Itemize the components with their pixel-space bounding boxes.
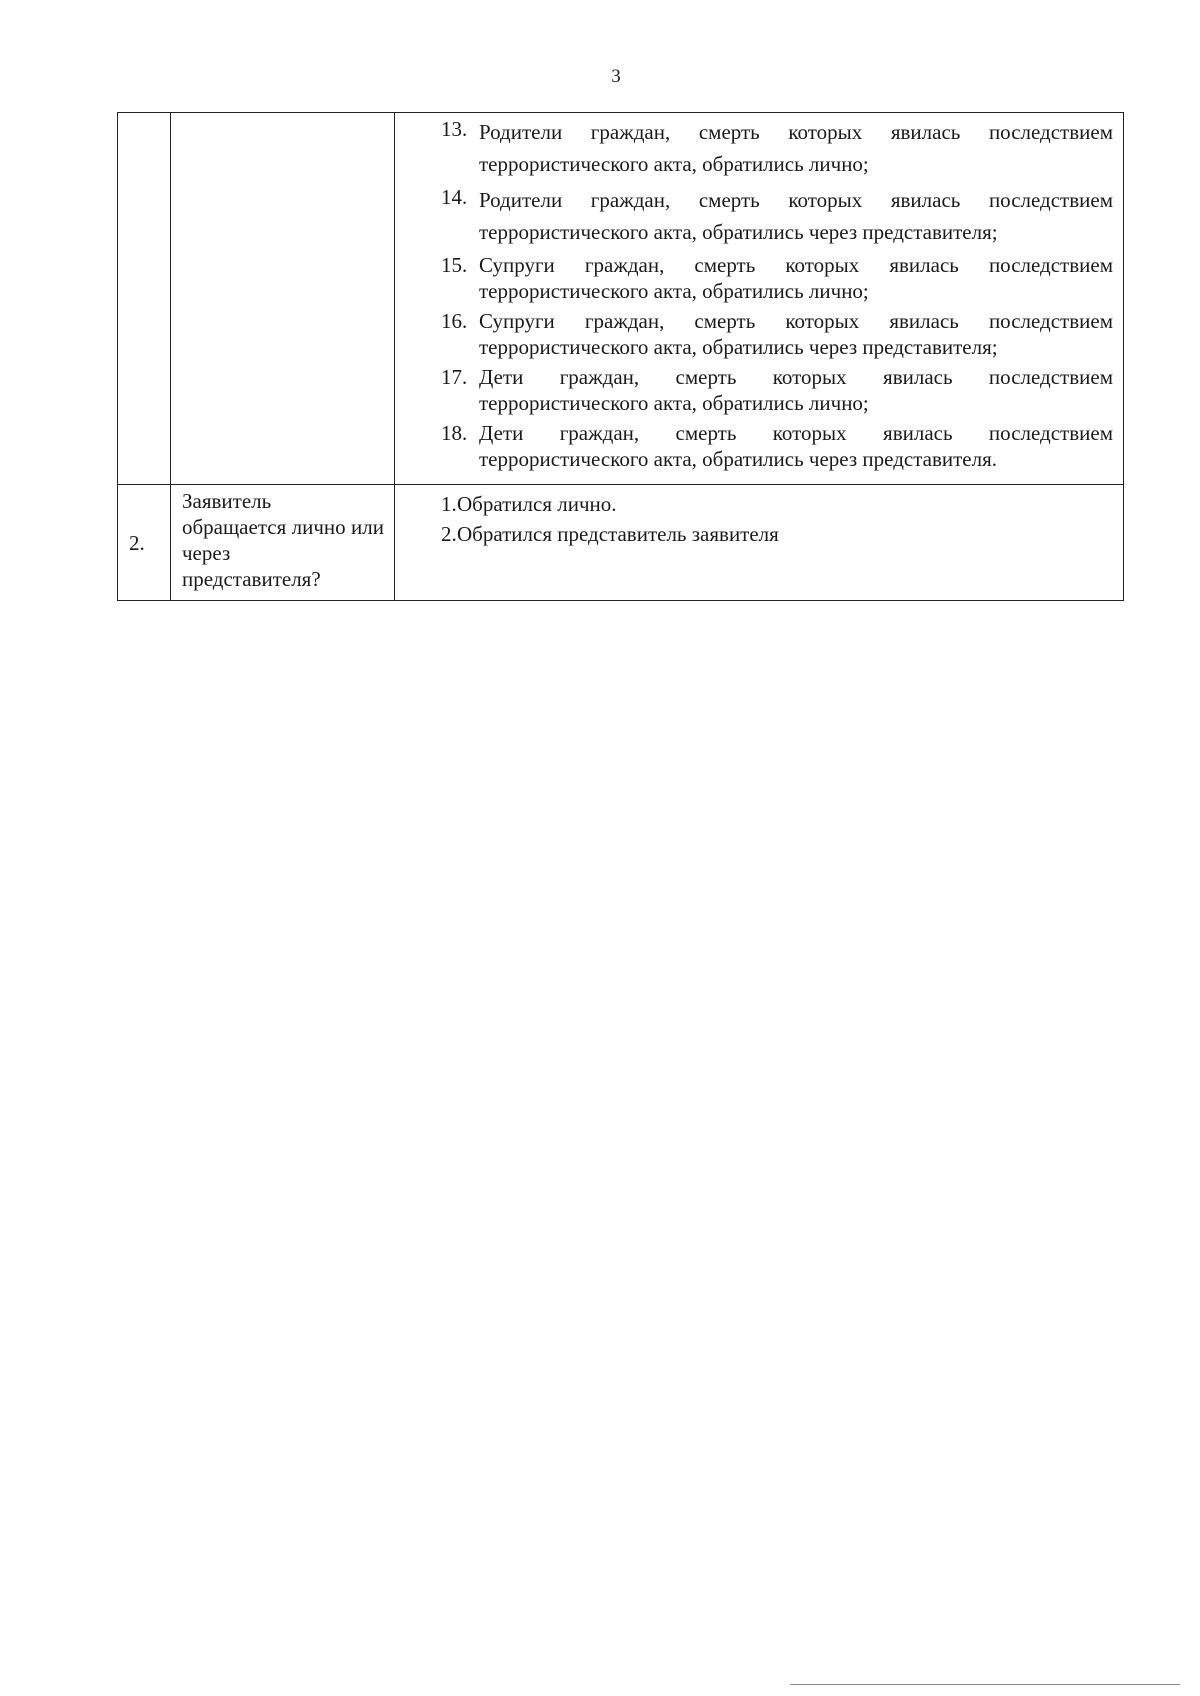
- list-item-index: 1.: [441, 492, 457, 516]
- list-item: [395, 252, 1113, 304]
- list-item-index: 15.: [441, 253, 468, 277]
- list-item: [395, 364, 1113, 416]
- list-item-index: 17.: [441, 365, 468, 389]
- list-item: [395, 116, 1113, 180]
- question-line: обращается лично или через: [182, 515, 384, 565]
- list-item-index: 14.: [441, 185, 468, 209]
- list-item-text: Дети граждан, смерть которых явилась последствием террористического акта, обратились лично;: [479, 365, 1113, 415]
- list-item: [395, 184, 1113, 248]
- list-item: [395, 420, 1113, 472]
- footer-rule: [790, 1684, 1180, 1685]
- list-item-text: Родители граждан, смерть которых явилась последствием террористического акта, обратились через представителя;: [479, 188, 1113, 244]
- list-item-index: 18.: [441, 421, 468, 445]
- answers-list: [395, 485, 1123, 549]
- table-row: [118, 113, 1124, 485]
- list-item-text: Супруги граждан, смерть которых явилась последствием террористического акта, обратились через представителя;: [479, 309, 1113, 359]
- list-item: [395, 489, 1113, 519]
- row-number-cell: 2.: [118, 485, 171, 601]
- list-item-text: Родители граждан, смерть которых явилась последствием террористического акта, обратились лично;: [479, 120, 1113, 176]
- list-item-text: Обратился лично.: [457, 492, 617, 516]
- list-item: [395, 308, 1113, 360]
- criteria-table: [117, 112, 1124, 601]
- question-line: Заявитель: [182, 489, 272, 513]
- question-cell: [171, 113, 395, 485]
- answers-list: [395, 113, 1123, 472]
- answers-cell: [395, 485, 1124, 601]
- table-row: [118, 485, 1124, 601]
- list-item-text: Дети граждан, смерть которых явилась последствием террористического акта, обратились через представителя.: [479, 421, 1113, 471]
- answers-cell: [395, 113, 1124, 485]
- list-item-text: Обратился представитель заявителя: [457, 522, 779, 546]
- list-item-index: 13.: [441, 117, 468, 141]
- list-item-index: 2.: [441, 522, 457, 546]
- list-item-index: 16.: [441, 309, 468, 333]
- page-number: 3: [611, 66, 621, 87]
- question-cell: [171, 485, 395, 601]
- question-line: представителя?: [182, 567, 321, 591]
- row-number-cell: [118, 113, 171, 485]
- list-item: [395, 519, 1113, 549]
- list-item-text: Супруги граждан, смерть которых явилась последствием террористического акта, обратились лично;: [479, 253, 1113, 303]
